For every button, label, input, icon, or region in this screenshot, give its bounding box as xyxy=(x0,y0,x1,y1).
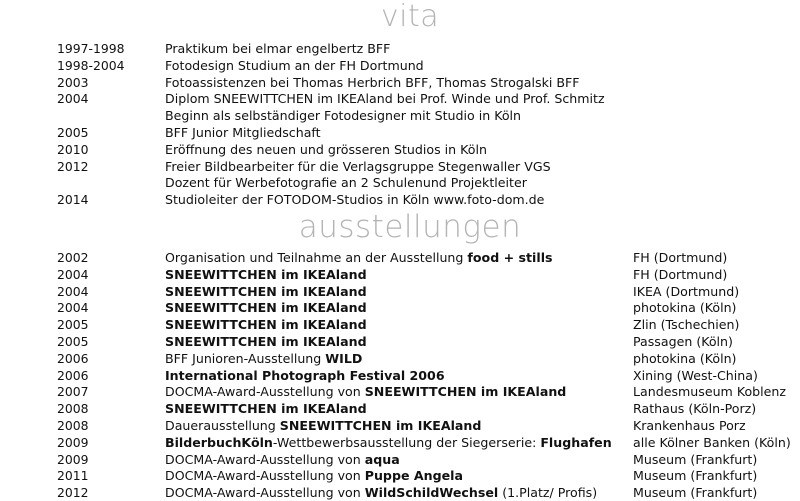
vita-year: 2003 xyxy=(57,74,89,90)
vita-text: Fotodesign Studium an der FH Dortmund xyxy=(165,57,424,73)
exhibition-title xyxy=(165,400,367,417)
exhibition-year: 2008 xyxy=(57,401,89,417)
vita-text: Dozent für Werbefotografie an 2 Schulenund Projektleiter xyxy=(165,175,527,191)
exhibition-title xyxy=(165,299,367,316)
exhibition-row xyxy=(0,367,800,384)
vita-row xyxy=(0,40,800,57)
vita-year: 2014 xyxy=(57,192,89,208)
exhibition-title-bold: SNEEWITTCHEN im IKEAland xyxy=(364,384,567,400)
exhibition-place: Passagen (Köln) xyxy=(633,334,733,349)
exhibition-title xyxy=(165,249,553,266)
exhibition-year: 2012 xyxy=(57,485,89,501)
exhibition-row xyxy=(0,383,800,400)
exhibition-place: photokina (Köln) xyxy=(633,300,737,316)
exhibition-year: 2011 xyxy=(57,468,89,484)
exhibition-title-part: DOCMA-Award-Ausstellung von xyxy=(165,451,365,467)
vita-heading: vita xyxy=(380,0,440,34)
exhibition-place: Rathaus (Köln-Porz) xyxy=(633,401,757,417)
exhibition-place: Zlin (Tschechien) xyxy=(633,317,740,333)
exhibition-year: 2004 xyxy=(57,283,89,299)
exhibition-year: 2005 xyxy=(57,334,89,349)
vita-row xyxy=(0,174,800,191)
vita-year: 2010 xyxy=(57,141,89,157)
exhibition-title-bold: SNEEWITTCHEN im IKEAland xyxy=(279,418,482,433)
vita-row xyxy=(0,57,800,74)
exhibition-place: FH (Dortmund) xyxy=(633,250,728,265)
exhibition-year: 2004 xyxy=(57,300,89,316)
exhibition-row xyxy=(0,434,800,451)
exhibition-title-bold: BilderbuchKöln xyxy=(165,434,273,450)
vita-text: Praktikum bei elmar engelbertz BFF xyxy=(165,41,391,56)
vita-text: Diplom SNEEWITTCHEN im IKEAland bei Prof. Winde und Prof. Schmitz xyxy=(165,91,605,107)
vita-year: 2005 xyxy=(57,125,89,140)
exhibition-year: 2007 xyxy=(57,384,89,400)
exhibition-year: 2008 xyxy=(57,418,89,433)
vita-year: 1997-1998 xyxy=(57,41,125,56)
vita-row xyxy=(0,74,800,91)
exhibition-title-part: Organisation und Teilnahme an der Ausstellung xyxy=(165,250,468,265)
exhibition-place: alle Kölner Banken (Köln) xyxy=(633,434,791,450)
exhibition-title xyxy=(165,367,445,384)
exhibition-title-part: Dauerausstellung xyxy=(165,418,280,433)
exhibition-title xyxy=(165,383,566,400)
exhibition-year: 2002 xyxy=(57,250,89,265)
exhibition-year: 2009 xyxy=(57,434,89,450)
exhibition-title-bold: WildSchildWechsel xyxy=(364,485,499,501)
vita-row xyxy=(0,158,800,175)
exhibition-title-bold: aqua xyxy=(364,451,400,467)
exhibition-year: 2006 xyxy=(57,367,89,383)
exhibition-row xyxy=(0,316,800,333)
exhibition-place: photokina (Köln) xyxy=(633,350,737,366)
exhibition-row xyxy=(0,451,800,468)
exhibition-title-part: BFF Junioren-Ausstellung xyxy=(165,350,326,366)
exhibition-title xyxy=(165,417,481,434)
exhibition-title-bold: SNEEWITTCHEN im IKEAland xyxy=(165,300,367,316)
vita-row xyxy=(0,107,800,124)
exhibition-year: 2006 xyxy=(57,350,89,366)
exhibition-title-part: DOCMA-Award-Ausstellung von xyxy=(165,384,365,400)
exhibition-title-bold: WILD xyxy=(325,350,363,366)
vita-text: Eröffnung des neuen und grösseren Studios in Köln xyxy=(165,141,487,157)
exhibition-title-bold: SNEEWITTCHEN im IKEAland xyxy=(165,283,367,299)
exhibition-title xyxy=(165,451,400,468)
exhibition-place: Landesmuseum Koblenz xyxy=(633,384,787,400)
exhibition-title xyxy=(165,434,612,451)
vita-text: Fotoassistenzen bei Thomas Herbrich BFF, Thomas Strogalski BFF xyxy=(165,74,580,90)
exhibition-title xyxy=(165,484,597,501)
vita-year: 2004 xyxy=(57,91,89,107)
vita-year: 1998-2004 xyxy=(57,57,125,73)
exhibition-title-bold: SNEEWITTCHEN im IKEAland xyxy=(165,334,367,349)
exhibition-title-part: DOCMA-Award-Ausstellung von xyxy=(165,485,365,501)
exhibition-title-bold: International Photograph Festival 2006 xyxy=(165,367,445,383)
exhibition-row xyxy=(0,299,800,316)
vita-text: BFF Junior Mitgliedschaft xyxy=(165,125,321,140)
exhibition-row xyxy=(0,350,800,367)
vita-row xyxy=(0,191,800,208)
exhibition-title-bold: Flughafen xyxy=(540,434,612,450)
exhibition-title xyxy=(165,266,367,283)
exhibition-place: Museum (Frankfurt) xyxy=(633,451,758,467)
exhibition-title xyxy=(165,467,463,484)
vita-row xyxy=(0,141,800,158)
exhibition-title-part: (1.Platz/ Profis) xyxy=(498,485,598,501)
exhibition-row xyxy=(0,400,800,417)
vita-year: 2012 xyxy=(57,158,89,174)
exhibition-row xyxy=(0,417,800,434)
exhibition-row xyxy=(0,283,800,300)
exhibition-title xyxy=(165,333,367,350)
exhibition-place: Krankenhaus Porz xyxy=(633,418,746,433)
exhibition-year: 2004 xyxy=(57,266,89,282)
exhibition-year: 2009 xyxy=(57,451,89,467)
vita-text: Beginn als selbständiger Fotodesigner mit Studio in Köln xyxy=(165,108,522,124)
exhibition-place: FH (Dortmund) xyxy=(633,266,728,282)
exhibition-place: Museum (Frankfurt) xyxy=(633,468,758,484)
exhibition-title-bold: Puppe Angela xyxy=(364,468,463,484)
vita-row xyxy=(0,124,800,141)
exhibition-title-bold: food + stills xyxy=(467,250,553,265)
exhibition-title-part: -Wettbewerbsausstellung der Siegerserie: xyxy=(272,434,541,450)
exhibition-title-bold: SNEEWITTCHEN im IKEAland xyxy=(165,317,367,333)
exhibition-title-part: DOCMA-Award-Ausstellung von xyxy=(165,468,365,484)
ausstellungen-heading: ausstellungen xyxy=(298,209,522,245)
exhibition-row xyxy=(0,484,800,501)
exhibition-row xyxy=(0,333,800,350)
vita-text: Studioleiter der FOTODOM-Studios in Köln www.foto-dom.de xyxy=(165,192,545,208)
vita-text: Freier Bildbearbeiter für die Verlagsgruppe Stegenwaller VGS xyxy=(165,158,551,174)
exhibition-title-bold: SNEEWITTCHEN im IKEAland xyxy=(165,266,367,282)
exhibition-place: Xining (West-China) xyxy=(633,367,758,383)
exhibition-place: IKEA (Dortmund) xyxy=(633,283,740,299)
vita-row xyxy=(0,90,800,107)
exhibition-row xyxy=(0,249,800,266)
exhibition-title xyxy=(165,316,367,333)
exhibition-row xyxy=(0,266,800,283)
exhibition-place: Museum (Frankfurt) xyxy=(633,485,758,501)
exhibition-title xyxy=(165,283,367,300)
exhibition-row xyxy=(0,467,800,484)
exhibition-title-bold: SNEEWITTCHEN im IKEAland xyxy=(165,401,367,417)
exhibition-title xyxy=(165,350,362,367)
exhibition-year: 2005 xyxy=(57,317,89,333)
